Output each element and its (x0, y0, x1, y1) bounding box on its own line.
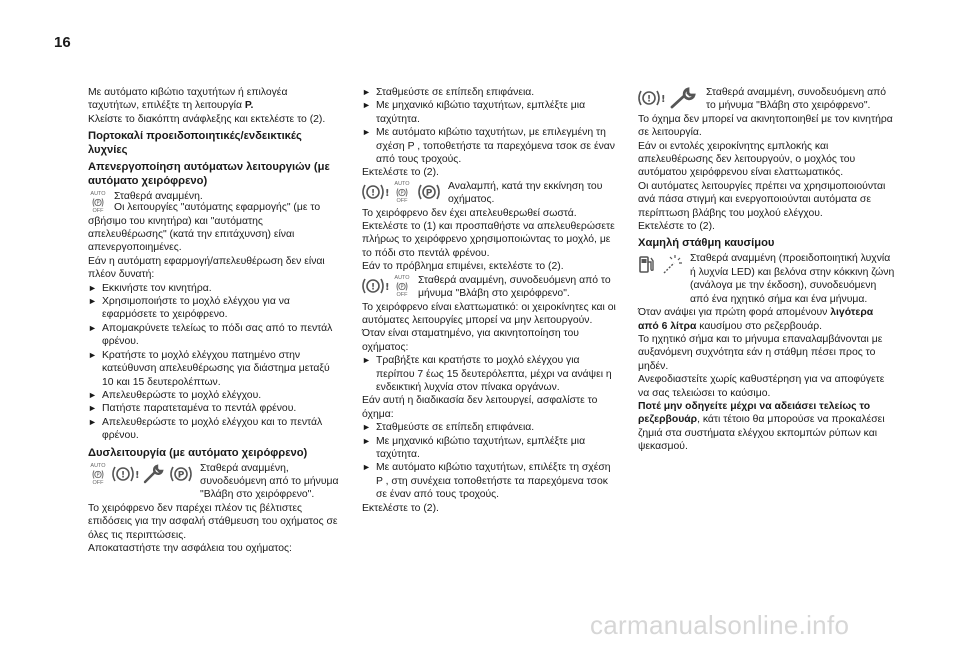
svg-text:!: ! (385, 188, 390, 200)
brake-warning-icon (112, 464, 138, 484)
bullet-a-2: ► Με αυτόματο κιβώτιο ταχυτήτων, με επιλεγμένη τη σχέση P , τοποθετήστε τα παρεχόμενα τσοκ σε έναν από τους τροχούς. (362, 127, 615, 166)
block5-text: Το όχημα δεν μπορεί να ακινητοποιηθεί με τον κινητήρα σε λειτουργία. (638, 113, 893, 139)
block5-text4: Εκτελέστε το (2). (638, 221, 715, 233)
page-number: 16 (54, 34, 71, 51)
bullet-a-0: ► Σταθμεύστε σε επίπεδη επιφάνεια. (362, 87, 535, 98)
svg-text:P: P (425, 188, 433, 199)
svg-text:!: ! (661, 94, 666, 105)
bullet-1-2: ► Απομακρύνετε τελείως το πόδι σας από το πεντάλ φρένου. (88, 322, 333, 348)
bullet-1-6: ► Απελευθερώστε το μοχλό ελέγχου και το πεντάλ φρένου. (88, 416, 323, 442)
svg-text:P: P (400, 284, 404, 291)
svg-text:!: ! (370, 188, 376, 199)
column-3 (638, 86, 896, 454)
watermark: carmanualsonline.info (590, 610, 850, 640)
svg-text:!: ! (370, 282, 376, 293)
auto-off-brake-icon: AUTO P OFF (394, 274, 410, 298)
warning-block-low-fuel (638, 252, 896, 306)
parking-brake-icon (168, 464, 194, 484)
warning-block-malfunction (88, 462, 340, 502)
svg-text:P: P (96, 472, 100, 479)
block2-line: Σταθερά αναμμένη, συνοδευόμενη από το μήνυμα "Βλάβη στο χειρόφρενο". (200, 462, 339, 501)
block5-line: Σταθερά αναμμένη, συνοδευόμενη από το μήνυμα "Βλάβη στο χειρόφρενο". (706, 87, 887, 112)
bullet-a-1: ► Με μηχανικό κιβώτιο ταχυτήτων, εμπλέξτε μια ταχύτητα. (362, 100, 586, 125)
block1-text2: Εάν η αυτόματη εφαρμογή/απελευθέρωση δεν είναι πλέον δυνατή: (88, 255, 325, 281)
heading-low-fuel: Χαμηλή στάθμη καυσίμου (638, 237, 775, 250)
block4-text: Το χειρόφρενο είναι ελαττωματικό: οι χειροκίνητες και οι αυτόματες λειτουργίες μπορεί να μην λειτουργούν. (362, 301, 616, 326)
heading-orange-lamps: Πορτοκαλί προειδοποιητικές/ενδεικτικές λυχνίες (88, 130, 302, 157)
block1-line: Σταθερά αναμμένη. (114, 191, 203, 203)
svg-text:P: P (177, 470, 185, 481)
brake-warning-icon (362, 276, 388, 296)
bullet-b: ► Τραβήξτε και κρατήστε το μοχλό ελέγχου για περίπου 7 έως 15 δευτερόλεπτα, μέχρι να ανάψει η ενδεικτική λυχνία στον πίνακα οργάνων. (362, 355, 612, 393)
block4-text2: Όταν είναι σταματημένο, για ακινητοποίηση του οχήματος: (362, 328, 579, 353)
brake-warning-icon (362, 182, 388, 202)
bullet-1-5: ► Πατήστε παρατεταμένα το πεντάλ φρένου. (88, 403, 297, 415)
svg-text:P: P (400, 190, 404, 197)
block6-text3: Ανεφοδιαστείτε χωρίς καθυστέρηση για να αποφύγετε να σας τελειώσει το καύσιμο. (638, 374, 885, 399)
column-1 (88, 86, 340, 555)
block2-text: Το χειρόφρενο δεν παρέχει πλέον τις βέλτιστες επιδόσεις για την ασφαλή στάθμευση του οχήματος σε όλες τις περιπτώσεις. (88, 502, 338, 541)
auto-off-brake-icon: AUTO P OFF (394, 180, 410, 204)
block3-line: Αναλαμπή, κατά την εκκίνηση του οχήματος. (448, 180, 603, 206)
exec-2b: Εκτελέστε το (2). (362, 502, 439, 514)
bullet-c-1: ► Με μηχανικό κιβώτιο ταχυτήτων, εμπλέξτε μια ταχύτητα. (362, 435, 586, 460)
brake-warning-icon (638, 88, 664, 108)
svg-text:!: ! (385, 282, 390, 294)
column-2 (362, 86, 620, 515)
heading-malfunction: Δυσλειτουργία (με αυτόματο χειρόφρενο) (88, 446, 308, 459)
parking-brake-icon (416, 182, 442, 202)
exec-2: Εκτελέστε το (2). (362, 167, 439, 179)
bullet-1-1: ► Χρησιμοποιήστε το μοχλό ελέγχου για να εφαρμόσετε το χειρόφρενο. (88, 296, 290, 321)
warning-block-flashing (362, 180, 620, 207)
fuel-pump-icon (638, 254, 656, 274)
bullet-c-2: ► Με αυτόματο κιβώτιο ταχυτήτων, επιλέξτε τη σχέση P , στη συνέχεια τοποθετήστε τα παρεχόμενα τσοκ σε έναν από τους τροχούς. (362, 462, 611, 501)
svg-text:!: ! (646, 94, 652, 105)
bullet-1-3: ► Κρατήστε το μοχλό ελέγχου πατημένο στην κατεύθυνση απελευθέρωσης για διάστημα μεταξύ 10 και 15 δευτερολέπτων. (88, 349, 330, 388)
block3-text: Το χειρόφρενο δεν έχει απελευθερωθεί σωστά. (362, 207, 577, 219)
svg-text:P: P (96, 200, 100, 207)
wrench-icon (142, 464, 164, 484)
wrench-icon (668, 87, 700, 109)
svg-text:!: ! (120, 470, 126, 481)
block4-line: Σταθερά αναμμένη, συνοδευόμενη από το μήνυμα "Βλάβη στο χειρόφρενο". (418, 274, 611, 300)
heading-deactivate-auto: Απενεργοποίηση αυτόματων λειτουργιών (με αυτόματο χειρόφρενο) (88, 161, 330, 188)
block6-text: Όταν ανάψει για πρώτη φορά απομένουν λιγότερα από 6 λίτρα καυσίμου στο ρεζερβουάρ. (638, 307, 874, 332)
warning-block-defective (362, 274, 620, 301)
block5-text3: Οι αυτόματες λειτουργίες πρέπει να χρησιμοποιούνται ανά πάσα στιγμή και ενεργοποιούνται αυτόματα σε περίπτωση βλάβης του μοχλού ελέγχου. (638, 180, 886, 219)
block1-text: Οι λειτουργίες "αυτόματης εφαρμογής" (με το σβήσιμο του κινητήρα) και "αυτόματης απελευθέρωσης" (κατά την επιτάχυνση) είναι απενεργοποιημένες. (88, 202, 321, 254)
block3-text2: Εκτελέστε το (1) και προσπαθήστε να απελευθερώσετε πλήρως το χειρόφρενο χρησιμοποιώντας το μοχλό, με το πόδι στο πεντάλ φρένου. (362, 221, 615, 259)
warning-block-lever-fault (638, 86, 896, 113)
bullet-1-0: ► Εκκινήστε τον κινητήρα. (88, 282, 212, 294)
auto-off-brake-icon: AUTO P OFF (90, 191, 106, 215)
block2-text2: Αποκαταστήστε την ασφάλεια του οχήματος: (88, 542, 292, 554)
block6-text2: Το ηχητικό σήμα και το μήνυμα επαναλαμβάνονται με αυξανόμενη συχνότητα εάν η στάθμη πέσει προς το μηδέν. (638, 333, 883, 372)
auto-off-brake-icon: AUTO P OFF (90, 462, 106, 486)
fuel-led-icon (660, 253, 684, 275)
bullet-1-4: ► Απελευθερώστε το μοχλό ελέγχου. (88, 389, 262, 401)
block3-text3: Εάν το πρόβλημα επιμένει, εκτελέστε το (2). (362, 261, 564, 273)
intro-1: Με αυτόματο κιβώτιο ταχυτήτων ή επιλογέα ταχυτήτων, επιλέξτε τη λειτουργία P. (88, 87, 288, 112)
block4-text3: Εάν αυτή η διαδικασία δεν λειτουργεί, ασφαλίστε το όχημα: (362, 395, 598, 420)
bullet-c-0: ► Σταθμεύστε σε επίπεδη επιφάνεια. (362, 422, 535, 434)
block6-line: Σταθερά αναμμένη (προειδοποιητική λυχνία ή λυχνία LED) και βελόνα στην κόκκινη ζώνη (ανάλογα με την έκδοση), συνοδευόμενη από ένα ηχητικό σήμα και ένα μήνυμα. (690, 253, 895, 305)
block6-warning: Ποτέ μην οδηγείτε μέχρι να αδειάσει τελείως το ρεζερβουάρ, κάτι τέτοιο θα μπορούσε να προκαλέσει ζημιά στα συστήματα ελέγχου εκπομπών ρύπων και ψεκασμού. (638, 400, 885, 453)
block5-text2: Εάν οι εντολές χειροκίνητης εμπλοκής και απελευθέρωσης δεν λειτουργούν, ο μοχλός του αυτόματου χειρόφρενου είναι ελαττωματικός. (638, 140, 856, 179)
intro-2: Κλείστε το διακόπτη ανάφλεξης και εκτελέστε το (2). (88, 113, 326, 125)
svg-text:!: ! (135, 470, 140, 482)
